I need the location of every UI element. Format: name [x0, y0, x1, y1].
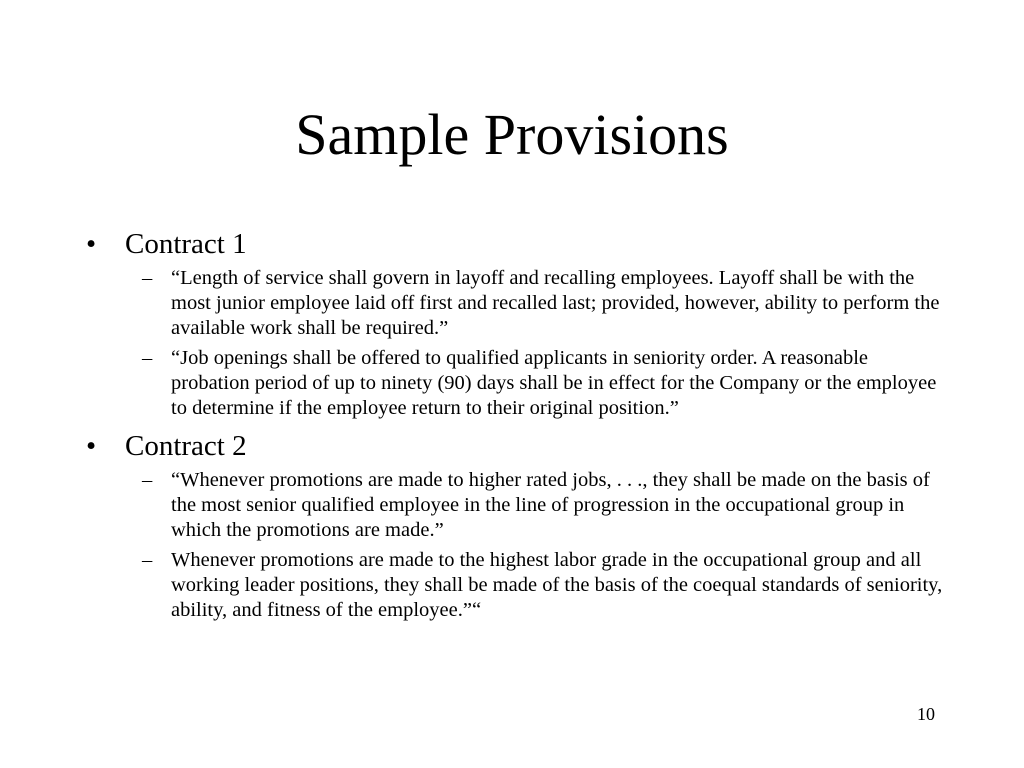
- dash-icon: –: [142, 469, 153, 491]
- bullet-label: Contract 2: [125, 430, 247, 462]
- sub-bullet-item: [132, 548, 946, 623]
- page-number: 10: [917, 704, 935, 724]
- slide-body: [86, 226, 946, 628]
- bullet-group-contract-2: [86, 428, 946, 623]
- sub-bullet-list: [86, 468, 946, 623]
- sub-bullet-text: Whenever promotions are made to the highest labor grade in the occupational group and all working leader positions, they shall be made of the basis of the coequal standards of seniority, ability, and fitness of the employee.”“: [171, 549, 943, 621]
- bullet-group-contract-1: [86, 226, 946, 421]
- bullet-label: Contract 1: [125, 228, 247, 260]
- dash-icon: –: [142, 267, 153, 289]
- bullet-item-contract-2: [86, 428, 946, 464]
- sub-bullet-text: “Whenever promotions are made to higher rated jobs, . . ., they shall be made on the basis of the most senior qualified employee in the line of progression in the occupational group in which the promotions are made.”: [171, 469, 930, 541]
- bullet-icon: •: [86, 430, 97, 462]
- dash-icon: –: [142, 347, 153, 369]
- bullet-item-contract-1: [86, 226, 946, 262]
- sub-bullet-item: [132, 346, 946, 421]
- sub-bullet-item: [132, 266, 946, 341]
- sub-bullet-text: “Job openings shall be offered to qualified applicants in seniority order. A reasonable probation period of up to ninety (90) days shall be in effect for the Company or the employee to determine if the employee return to their original position.”: [171, 347, 937, 419]
- dash-icon: –: [142, 549, 153, 571]
- sub-bullet-item: [132, 468, 946, 543]
- sub-bullet-text: “Length of service shall govern in layoff and recalling employees. Layoff shall be with the most junior employee laid off first and recalled last; provided, however, ability to perform the available work shall be required.”: [171, 267, 940, 339]
- sub-bullet-list: [86, 266, 946, 421]
- slide-title: Sample Provisions: [295, 102, 729, 167]
- bullet-icon: •: [86, 228, 97, 260]
